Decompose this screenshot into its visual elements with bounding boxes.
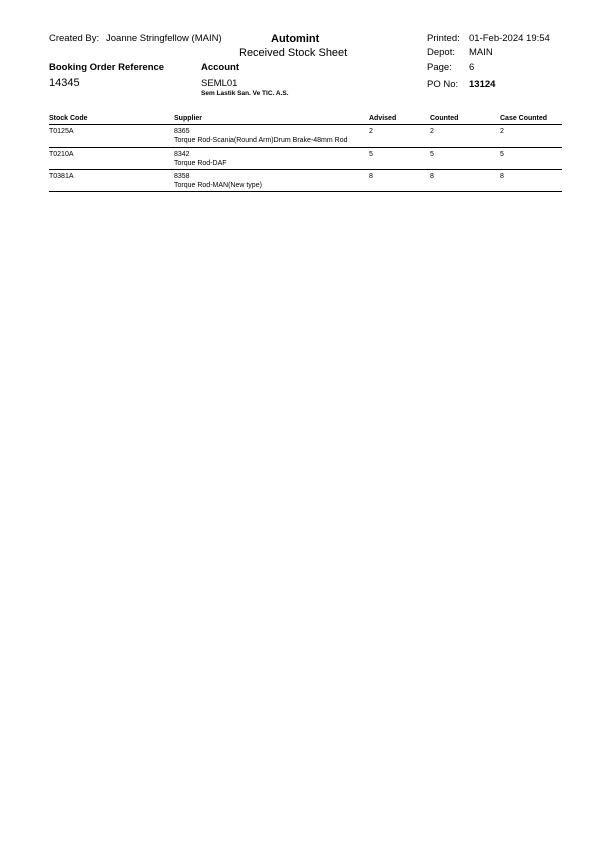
- depot-value: MAIN: [469, 47, 493, 58]
- created-by-value: Joanne Stringfellow (MAIN): [106, 33, 222, 44]
- stock-code: T0381A: [49, 173, 74, 180]
- counted-qty: 8: [430, 173, 434, 180]
- advised-qty: 5: [369, 151, 373, 158]
- stock-code: T0210A: [49, 151, 74, 158]
- po-number: 13124: [469, 79, 496, 90]
- item-description: Torque Rod-Scania(Round Arm)Drum Brake-48mm Rod: [174, 137, 348, 144]
- header-divider: [49, 124, 562, 125]
- supplier-code: 8358: [174, 173, 190, 180]
- depot-label: Depot:: [427, 47, 455, 58]
- supplier-code: 8342: [174, 151, 190, 158]
- advised-qty: 2: [369, 128, 373, 135]
- case-counted-qty: 8: [500, 173, 504, 180]
- col-advised: Advised: [369, 115, 397, 122]
- account-label: Account: [201, 62, 239, 73]
- page-label: Page:: [427, 62, 452, 73]
- case-counted-qty: 5: [500, 151, 504, 158]
- col-supplier: Supplier: [174, 115, 203, 122]
- stock-code: T0125A: [49, 128, 74, 135]
- counted-qty: 2: [430, 128, 434, 135]
- account-name: Sem Lastik San. Ve TIC. A.S.: [201, 90, 289, 97]
- printed-value: 01-Feb-2024 19:54: [469, 33, 550, 44]
- item-description: Torque Rod-DAF: [174, 160, 227, 167]
- case-counted-qty: 2: [500, 128, 504, 135]
- item-description: Torque Rod-MAN(New type): [174, 182, 262, 189]
- row-divider: [49, 147, 562, 148]
- account-code: SEML01: [201, 78, 238, 89]
- col-case-counted: Case Counted: [500, 115, 548, 122]
- booking-ref-value: 14345: [49, 77, 80, 89]
- po-label: PO No:: [427, 79, 459, 90]
- created-by-label: Created By:: [49, 33, 100, 44]
- company-name: Automint: [271, 33, 320, 45]
- counted-qty: 5: [430, 151, 434, 158]
- col-counted: Counted: [430, 115, 459, 122]
- booking-ref-label: Booking Order Reference: [49, 62, 165, 73]
- document-title: Received Stock Sheet: [239, 47, 348, 59]
- supplier-code: 8365: [174, 128, 190, 135]
- row-divider: [49, 169, 562, 170]
- col-stock-code: Stock Code: [49, 115, 88, 122]
- printed-label: Printed:: [427, 33, 460, 44]
- page-number: 6: [469, 62, 475, 73]
- row-divider: [49, 191, 562, 192]
- advised-qty: 8: [369, 173, 373, 180]
